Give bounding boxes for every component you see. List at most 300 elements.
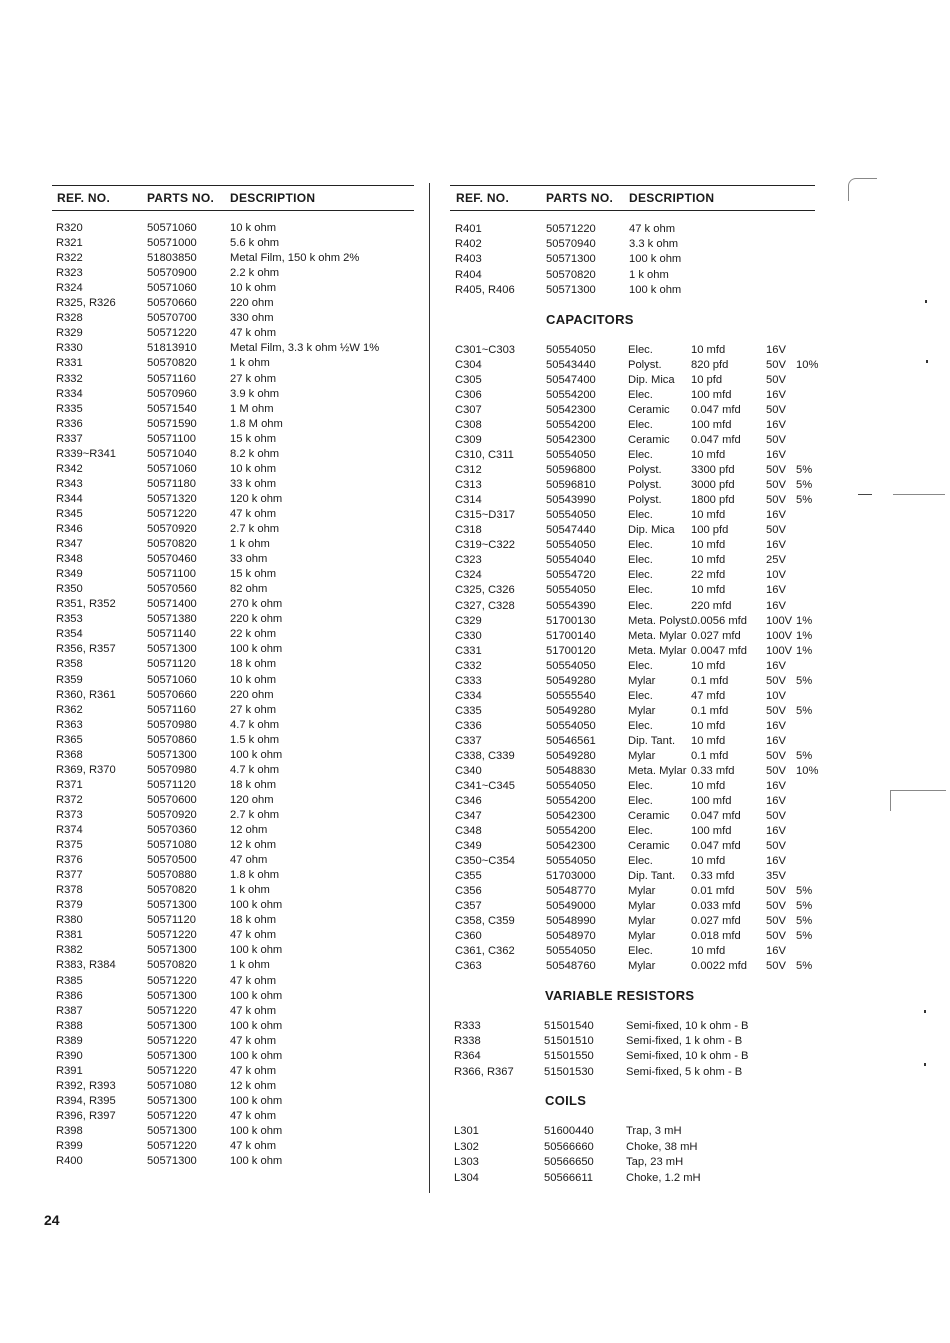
ref-no-cell: C308	[455, 419, 482, 432]
voltage-cell: 50V	[766, 900, 786, 913]
ref-no-cell: C313	[455, 479, 482, 492]
scan-speck	[926, 360, 928, 363]
description-cell: 18 k ohm	[230, 778, 277, 791]
parts-no-cell: 50571220	[147, 929, 197, 942]
ref-no-cell: C305	[455, 374, 482, 387]
ref-no-cell: R323	[56, 267, 83, 280]
scan-speck	[924, 1063, 926, 1066]
voltage-cell: 50V	[766, 809, 786, 822]
type-cell: Dip. Mica	[628, 524, 675, 537]
parts-no-cell: 51813910	[147, 342, 197, 355]
ref-no-cell: R353	[56, 613, 83, 626]
parts-no-cell: 50548770	[546, 885, 596, 898]
capacitance-cell: 100 mfd	[691, 419, 732, 432]
column-divider	[429, 183, 430, 1193]
parts-no-cell: 50570820	[147, 884, 197, 897]
parts-no-cell: 51501540	[544, 1020, 594, 1032]
ref-no-cell: R320	[56, 222, 83, 234]
voltage-cell: 10V	[766, 689, 786, 702]
parts-no-cell: 50571220	[147, 1034, 197, 1047]
description-cell: 1 k ohm	[629, 268, 669, 281]
parts-no-cell: 50554040	[546, 554, 596, 567]
description-cell: 47 ohm	[230, 854, 268, 867]
ref-no-cell: C355	[455, 870, 482, 883]
parts-no-cell: 50548830	[546, 764, 596, 777]
parts-no-cell: 50571380	[147, 613, 197, 626]
capacitance-cell: 0.047 mfd	[691, 434, 741, 447]
parts-no-cell: 50571300	[147, 1019, 197, 1032]
parts-no-cell: 50571220	[147, 327, 197, 340]
capacitance-cell: 0.047 mfd	[691, 839, 741, 852]
scan-edge-mark	[890, 790, 946, 811]
ref-no-cell: R333	[454, 1020, 481, 1032]
parts-no-cell: 50546561	[546, 734, 596, 747]
voltage-cell: 16V	[766, 855, 786, 868]
ref-no-cell: C337	[455, 734, 482, 747]
voltage-cell: 16V	[766, 599, 786, 612]
description-cell: Semi-fixed, 1 k ohm - B	[626, 1035, 743, 1048]
ref-no-cell: C357	[455, 900, 482, 913]
ref-no-cell: R380	[56, 914, 83, 927]
parts-no-cell: 50571120	[147, 914, 196, 927]
capacitance-cell: 0.027 mfd	[691, 915, 741, 928]
description-cell: 27 k ohm	[230, 372, 277, 385]
parts-no-cell: 50571590	[147, 417, 197, 430]
ref-no-cell: R373	[56, 808, 83, 821]
parts-no-cell: 50570900	[147, 267, 197, 280]
ref-no-cell: R354	[56, 628, 83, 641]
right-header-top-rule	[450, 185, 815, 186]
parts-no-cell: 50571220	[147, 1004, 197, 1017]
description-cell: 100 k ohm	[230, 899, 283, 912]
ref-no-cell: L301	[454, 1125, 479, 1137]
parts-no-cell: 50554200	[546, 389, 596, 402]
description-cell: 8.2 k ohm	[230, 447, 280, 460]
ref-no-cell: C324	[455, 569, 482, 582]
ref-no-cell: R351, R352	[56, 598, 116, 611]
scan-speck	[924, 1010, 926, 1013]
capacitance-cell: 22 mfd	[691, 569, 726, 582]
ref-no-cell: R382	[56, 944, 83, 957]
parts-no-cell: 50571300	[546, 253, 596, 266]
parts-no-cell: 50571060	[147, 282, 197, 295]
capacitance-cell: 10 mfd	[691, 449, 726, 462]
parts-no-cell: 50543440	[546, 359, 596, 372]
description-cell: 10 k ohm	[230, 222, 277, 234]
description-cell: 100 k ohm	[230, 1094, 283, 1107]
parts-no-cell: 50571080	[147, 839, 197, 852]
capacitance-cell: 10 mfd	[691, 539, 726, 552]
parts-no-cell: 50571300	[147, 989, 197, 1002]
capacitance-cell: 10 mfd	[691, 659, 726, 672]
voltage-cell: 50V	[766, 764, 786, 777]
voltage-cell: 50V	[766, 749, 786, 762]
parts-no-cell: 50571120	[147, 778, 196, 791]
page-number: 24	[44, 1212, 60, 1228]
voltage-cell: 16V	[766, 659, 786, 672]
ref-no-cell: C346	[455, 794, 482, 807]
type-cell: Mylar	[628, 674, 656, 687]
description-cell: Semi-fixed, 10 k ohm - B	[626, 1050, 749, 1063]
description-cell: 18 k ohm	[230, 658, 277, 671]
description-cell: 47 k ohm	[230, 1034, 277, 1047]
ref-no-cell: R325, R326	[56, 297, 116, 310]
description-cell: 270 k ohm	[230, 598, 283, 611]
parts-no-cell: 50571300	[546, 283, 596, 296]
description-cell: Semi-fixed, 10 k ohm - B	[626, 1020, 749, 1032]
ref-no-cell: R346	[56, 523, 83, 535]
ref-no-cell: R404	[455, 268, 482, 281]
parts-no-cell: 50542300	[546, 434, 596, 447]
voltage-cell: 16V	[766, 734, 786, 747]
ref-no-cell: R386	[56, 989, 83, 1002]
capacitance-cell: 0.018 mfd	[691, 930, 741, 943]
description-cell: 1.5 k ohm	[230, 733, 280, 746]
voltage-cell: 50V	[766, 494, 786, 507]
capacitance-cell: 0.0047 mfd	[691, 644, 747, 657]
voltage-cell: 16V	[766, 344, 786, 356]
capacitance-cell: 100 pfd	[691, 524, 729, 537]
ref-no-cell: C347	[455, 809, 482, 822]
parts-no-cell: 50570920	[147, 523, 197, 535]
ref-no-cell: R387	[56, 1004, 83, 1017]
ref-no-cell: C340	[455, 764, 482, 777]
description-cell: Metal Film, 3.3 k ohm ½W 1%	[230, 342, 380, 355]
type-cell: Meta. Polyst.	[628, 614, 693, 627]
description-cell: 12 k ohm	[230, 839, 277, 852]
parts-no-cell: 50571120	[147, 658, 196, 671]
tolerance-cell: 5%	[796, 704, 813, 717]
capacitance-cell: 100 mfd	[691, 389, 732, 402]
voltage-cell: 50V	[766, 885, 786, 898]
capacitance-cell: 100 mfd	[691, 824, 732, 837]
ref-no-cell: C327, C328	[455, 599, 515, 612]
ref-no-cell: C336	[455, 719, 482, 732]
parts-no-cell: 50571300	[147, 1155, 197, 1168]
ref-no-cell: C361, C362	[455, 945, 515, 958]
description-cell: 1 k ohm	[230, 538, 270, 551]
parts-no-cell: 50570880	[147, 869, 197, 882]
capacitors-heading: CAPACITORS	[546, 312, 634, 327]
type-cell: Elec.	[628, 509, 653, 522]
voltage-cell: 100V	[766, 614, 793, 627]
description-cell: Semi-fixed, 5 k ohm - B	[626, 1065, 743, 1078]
scan-edge-mark	[893, 494, 945, 495]
type-cell: Elec.	[628, 344, 653, 356]
ref-no-cell: C310, C311	[455, 449, 514, 462]
capacitance-cell: 820 pfd	[691, 359, 729, 372]
voltage-cell: 100V	[766, 644, 793, 657]
type-cell: Elec.	[628, 599, 653, 612]
ref-no-cell: R363	[56, 718, 83, 731]
capacitance-cell: 220 mfd	[691, 599, 732, 612]
description-cell: 33 ohm	[230, 553, 268, 566]
ref-no-cell: C349	[455, 839, 482, 852]
left-parts-header: PARTS NO.	[147, 191, 215, 205]
ref-no-cell: R379	[56, 899, 83, 912]
capacitance-cell: 0.33 mfd	[691, 870, 735, 883]
parts-no-cell: 50570500	[147, 854, 197, 867]
ref-no-cell: L302	[454, 1140, 479, 1153]
description-cell: 1.8 M ohm	[230, 417, 283, 430]
parts-no-cell: 50549280	[546, 704, 596, 717]
parts-no-cell: 50570700	[147, 312, 197, 325]
description-cell: 47 k ohm	[230, 1064, 277, 1077]
parts-no-cell: 50566660	[544, 1140, 594, 1153]
type-cell: Polyst.	[628, 464, 662, 477]
description-cell: Choke, 38 mH	[626, 1140, 698, 1153]
ref-no-cell: C363	[455, 960, 482, 973]
description-cell: 18 k ohm	[230, 914, 277, 927]
parts-no-cell: 50570960	[147, 387, 197, 400]
ref-no-cell: R359	[56, 673, 83, 686]
voltage-cell: 50V	[766, 704, 786, 717]
tolerance-cell: 1%	[796, 629, 813, 642]
ref-no-cell: R337	[56, 432, 83, 445]
capacitance-cell: 0.1 mfd	[691, 749, 729, 762]
parts-no-cell: 50571080	[147, 1079, 197, 1092]
type-cell: Mylar	[628, 749, 656, 762]
parts-no-cell: 50554050	[546, 855, 596, 868]
ref-no-cell: C325, C326	[455, 584, 515, 597]
ref-no-cell: R375	[56, 839, 83, 852]
ref-no-cell: C307	[455, 404, 482, 417]
capacitance-cell: 0.047 mfd	[691, 809, 741, 822]
voltage-cell: 16V	[766, 945, 786, 958]
capacitance-cell: 10 mfd	[691, 734, 726, 747]
parts-no-cell: 50570600	[147, 793, 197, 806]
parts-no-cell: 51501510	[544, 1035, 594, 1048]
parts-no-cell: 50570940	[546, 238, 596, 251]
ref-no-cell: R349	[56, 568, 83, 581]
capacitance-cell: 10 mfd	[691, 945, 726, 958]
coils-heading: COILS	[545, 1093, 587, 1108]
ref-no-cell: R388	[56, 1019, 83, 1032]
capacitance-cell: 0.1 mfd	[691, 674, 729, 687]
voltage-cell: 50V	[766, 839, 786, 852]
parts-no-cell: 50570820	[147, 959, 197, 972]
type-cell: Elec.	[628, 719, 653, 732]
tolerance-cell: 1%	[796, 644, 813, 657]
parts-no-cell: 51703000	[546, 870, 596, 883]
ref-no-cell: C338, C339	[455, 749, 515, 762]
ref-no-cell: C306	[455, 389, 482, 402]
ref-no-cell: C323	[455, 554, 482, 567]
ref-no-cell: R328	[56, 312, 83, 325]
parts-no-cell: 50554050	[546, 584, 596, 597]
tolerance-cell: 5%	[796, 479, 813, 492]
parts-no-cell: 50554390	[546, 599, 596, 612]
description-cell: 27 k ohm	[230, 703, 277, 716]
type-cell: Mylar	[628, 915, 656, 928]
parts-no-cell: 50543990	[546, 494, 596, 507]
ref-no-cell: R403	[455, 253, 482, 266]
description-cell: 12 ohm	[230, 824, 268, 836]
parts-no-cell: 50554050	[546, 945, 596, 958]
voltage-cell: 50V	[766, 464, 786, 477]
ref-no-cell: R371	[56, 778, 83, 791]
type-cell: Mylar	[628, 960, 656, 973]
type-cell: Elec.	[628, 779, 653, 792]
parts-no-cell: 50554050	[546, 719, 596, 732]
description-cell: Tap, 23 mH	[626, 1156, 684, 1169]
type-cell: Mylar	[628, 704, 656, 717]
ref-no-cell: C350~C354	[455, 855, 516, 868]
tolerance-cell: 5%	[796, 960, 813, 973]
parts-no-cell: 50549280	[546, 674, 596, 687]
capacitance-cell: 0.1 mfd	[691, 704, 729, 717]
parts-no-cell: 50571300	[147, 899, 197, 912]
ref-no-cell: R339~R341	[56, 447, 117, 460]
parts-no-cell: 50571400	[147, 598, 197, 611]
description-cell: 100 k ohm	[230, 748, 283, 761]
voltage-cell: 50V	[766, 524, 786, 537]
description-cell: 120 ohm	[230, 793, 274, 806]
ref-no-cell: R358	[56, 658, 83, 671]
tolerance-cell: 5%	[796, 885, 813, 898]
left-ref-header: REF. NO.	[57, 191, 111, 205]
tolerance-cell: 5%	[796, 930, 813, 943]
parts-no-cell: 50542300	[546, 839, 596, 852]
voltage-cell: 25V	[766, 554, 786, 567]
right-ref-header: REF. NO.	[456, 191, 510, 205]
type-cell: Elec.	[628, 855, 653, 868]
ref-no-cell: R332	[56, 372, 83, 385]
description-cell: 15 k ohm	[230, 432, 277, 445]
ref-no-cell: R330	[56, 342, 83, 355]
voltage-cell: 100V	[766, 629, 793, 642]
description-cell: 220 ohm	[230, 688, 274, 701]
description-cell: 100 k ohm	[230, 643, 283, 656]
parts-no-cell: 50554050	[546, 779, 596, 792]
description-cell: Trap, 3 mH	[626, 1125, 682, 1137]
parts-no-cell: 50571300	[147, 748, 197, 761]
ref-no-cell: R383, R384	[56, 959, 116, 972]
ref-no-cell: R377	[56, 869, 83, 882]
type-cell: Ceramic	[628, 839, 670, 852]
ref-no-cell: R345	[56, 507, 83, 520]
right-parts-header: PARTS NO.	[546, 191, 614, 205]
tolerance-cell: 5%	[796, 749, 813, 762]
ref-no-cell: C333	[455, 674, 482, 687]
description-cell: 47 k ohm	[230, 507, 277, 520]
parts-no-cell: 50571300	[147, 1094, 197, 1107]
parts-no-cell: 50571160	[147, 372, 196, 385]
ref-no-cell: C304	[455, 359, 482, 372]
description-cell: 47 k ohm	[230, 1140, 277, 1153]
parts-no-cell: 50570360	[147, 824, 197, 836]
description-cell: 100 k ohm	[230, 989, 283, 1002]
description-cell: 47 k ohm	[230, 1109, 277, 1122]
right-header-bottom-rule	[450, 210, 815, 211]
ref-no-cell: R331	[56, 357, 83, 370]
description-cell: 100 k ohm	[629, 283, 682, 296]
ref-no-cell: C301~C303	[455, 344, 516, 356]
ref-no-cell: C358, C359	[455, 915, 515, 928]
ref-no-cell: R335	[56, 402, 83, 415]
voltage-cell: 50V	[766, 674, 786, 687]
parts-no-cell: 50566650	[544, 1156, 594, 1169]
capacitance-cell: 100 mfd	[691, 794, 732, 807]
description-cell: 47 k ohm	[230, 929, 277, 942]
parts-no-cell: 50570560	[147, 583, 197, 596]
type-cell: Meta. Mylar	[628, 629, 687, 642]
capacitance-cell: 0.0056 mfd	[691, 614, 747, 627]
ref-no-cell: R329	[56, 327, 83, 340]
voltage-cell: 16V	[766, 509, 786, 522]
ref-no-cell: R344	[56, 492, 83, 505]
type-cell: Elec.	[628, 584, 653, 597]
description-cell: 100 k ohm	[629, 253, 682, 266]
scan-speck	[925, 300, 927, 303]
parts-no-cell: 50571540	[147, 402, 197, 415]
description-cell: 47 k ohm	[230, 974, 277, 987]
parts-no-cell: 50571300	[147, 944, 197, 957]
ref-no-cell: R347	[56, 538, 83, 551]
description-cell: 1 k ohm	[230, 959, 270, 972]
parts-no-cell: 50549280	[546, 749, 596, 762]
tolerance-cell: 1%	[796, 614, 813, 627]
type-cell: Elec.	[628, 659, 653, 672]
description-cell: 47 k ohm	[230, 327, 277, 340]
type-cell: Mylar	[628, 900, 656, 913]
type-cell: Meta. Mylar	[628, 764, 687, 777]
ref-no-cell: R324	[56, 282, 83, 295]
scan-edge-mark	[848, 178, 877, 201]
left-header-top-rule	[52, 185, 414, 186]
left-header-bottom-rule	[52, 210, 414, 211]
capacitance-cell: 10 mfd	[691, 719, 726, 732]
ref-no-cell: R364	[454, 1050, 481, 1063]
parts-no-cell: 50571000	[147, 237, 197, 250]
ref-no-cell: R356, R357	[56, 643, 116, 656]
tolerance-cell: 5%	[796, 494, 813, 507]
description-cell: 82 ohm	[230, 583, 268, 596]
type-cell: Elec.	[628, 945, 653, 958]
description-cell: 10 k ohm	[230, 673, 277, 686]
voltage-cell: 50V	[766, 915, 786, 928]
tolerance-cell: 5%	[796, 464, 813, 477]
ref-no-cell: C360	[455, 930, 482, 943]
description-cell: 1 k ohm	[230, 357, 270, 370]
description-cell: 1 M ohm	[230, 402, 274, 415]
description-cell: 100 k ohm	[230, 1125, 283, 1137]
description-cell: 3.9 k ohm	[230, 387, 280, 400]
capacitance-cell: 0.0022 mfd	[691, 960, 747, 973]
parts-no-cell: 51501550	[544, 1050, 594, 1063]
type-cell: Ceramic	[628, 404, 670, 417]
parts-no-cell: 50554050	[546, 659, 596, 672]
voltage-cell: 50V	[766, 404, 786, 417]
voltage-cell: 50V	[766, 479, 786, 492]
voltage-cell: 16V	[766, 794, 786, 807]
ref-no-cell: C332	[455, 659, 482, 672]
parts-no-cell: 51700140	[546, 629, 596, 642]
voltage-cell: 50V	[766, 359, 786, 372]
parts-no-cell: 50554200	[546, 824, 596, 837]
ref-no-cell: R374	[56, 824, 83, 836]
voltage-cell: 10V	[766, 569, 786, 582]
tolerance-cell: 5%	[796, 915, 813, 928]
type-cell: Dip. Tant.	[628, 734, 676, 747]
parts-no-cell: 50571060	[147, 222, 197, 234]
type-cell: Polyst.	[628, 479, 662, 492]
ref-no-cell: R389	[56, 1034, 83, 1047]
ref-no-cell: C356	[455, 885, 482, 898]
parts-no-cell: 50571040	[147, 447, 197, 460]
parts-no-cell: 50542300	[546, 404, 596, 417]
description-cell: 100 k ohm	[230, 1155, 283, 1168]
